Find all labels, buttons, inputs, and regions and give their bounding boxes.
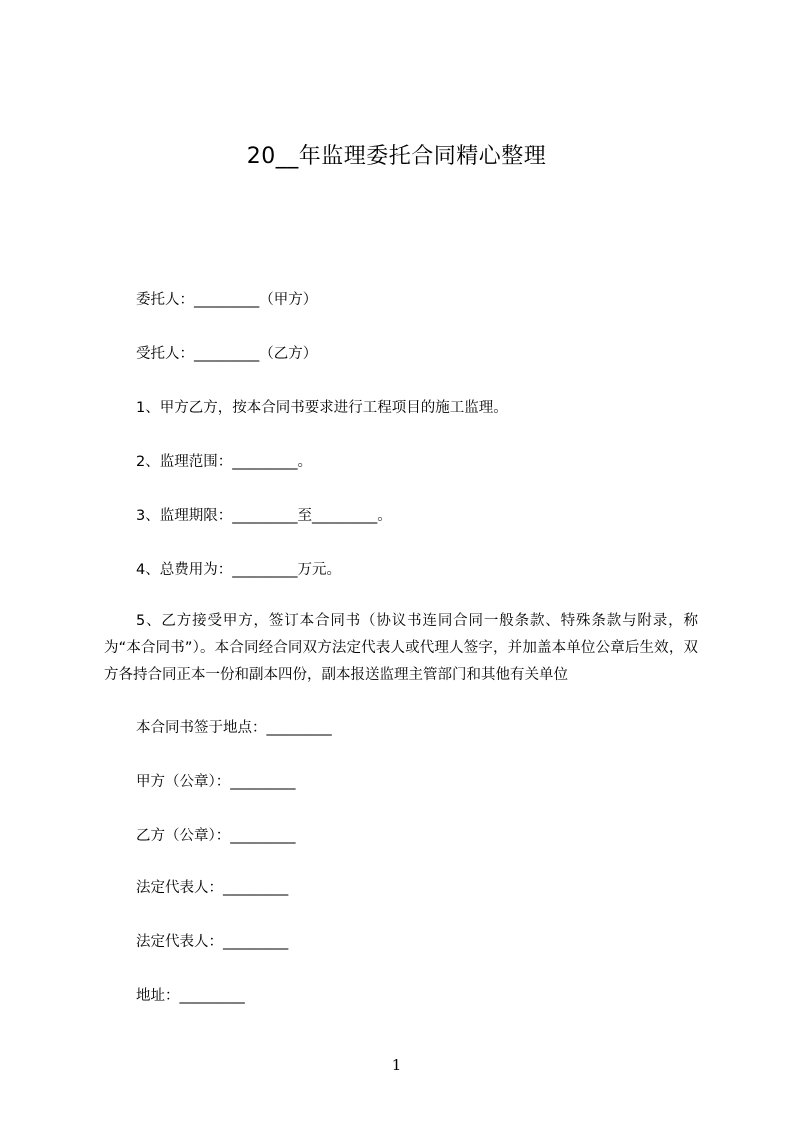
legal-representative-line-1: 法定代表人：_________ [136, 880, 289, 896]
party-a-seal-line: 甲方（公章）：_________ [136, 774, 296, 790]
document-title: 20__年监理委托合同精心整理 [246, 144, 547, 169]
contractor-line: 受托人：_________（乙方） [136, 346, 318, 362]
signing-location-line: 本合同书签于地点：_________ [136, 720, 332, 736]
legal-representative-line-2: 法定代表人：_________ [136, 934, 289, 950]
address-line: 地址：_________ [136, 988, 245, 1004]
page-number: 1 [391, 1056, 402, 1074]
client-line: 委托人：_________（甲方） [136, 292, 318, 308]
clause-2-scope: 2、监理范围：_________。 [136, 454, 312, 470]
clause-3-period: 3、监理期限：_________至_________。 [136, 508, 392, 524]
clause-1: 1、甲方乙方，按本合同书要求进行工程项目的施工监理。 [136, 400, 508, 416]
clause-4-fee: 4、总费用为：_________万元。 [136, 562, 341, 578]
clause-5-paragraph: 5、乙方接受甲方，签订本合同书（协议书连同合同一般条款、特殊条款与附录，称为“本合同书”）。本合同经合同双方法定代表人或代理人签字，并加盖本单位公章后生效，双方各持合同正本一份和副本四份，副本报送监理主管部门和其他有关单位 [104, 613, 698, 683]
party-b-seal-line: 乙方（公章）：_________ [136, 828, 296, 844]
